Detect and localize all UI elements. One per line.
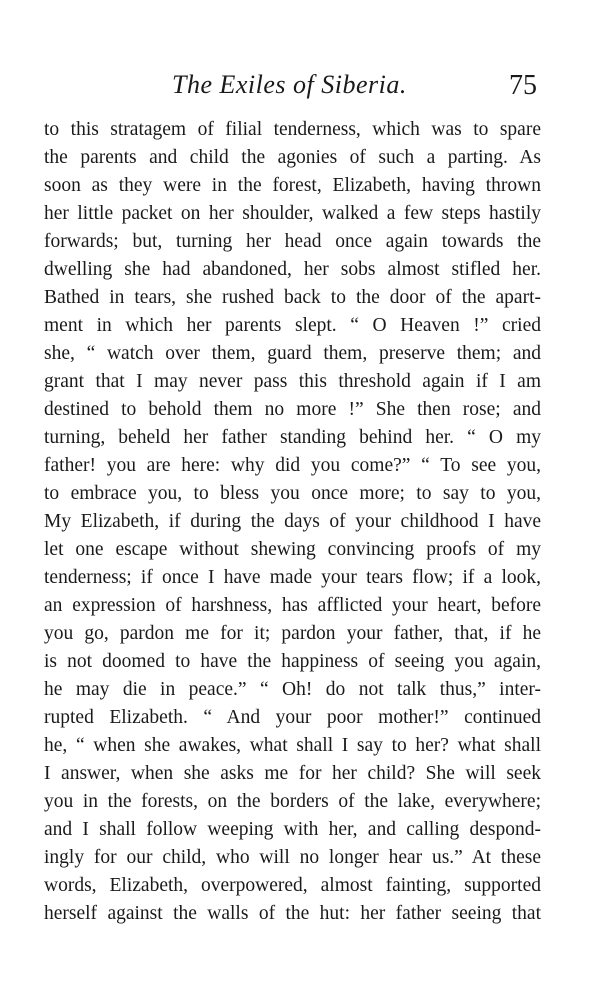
running-header: [44, 70, 541, 110]
text-line: he, “ when she awakes, what shall I say to her? what shall: [44, 735, 541, 756]
running-title: The Exiles of Siberia.: [172, 70, 407, 99]
text-line: ingly for our child, who will no longer hear us.” At these: [44, 847, 541, 868]
text-line: she, “ watch over them, guard them, preserve them; and: [44, 343, 541, 364]
text-line: rupted Elizabeth. “ And your poor mother!” continued: [44, 707, 541, 728]
text-line: her little packet on her shoulder, walked a few steps hastily: [44, 203, 541, 224]
text-line: tenderness; if once I have made your tears flow; if a look,: [44, 567, 541, 588]
text-line: father! you are here: why did you come?” “ To see you,: [44, 455, 541, 476]
text-line: Bathed in tears, she rushed back to the door of the apart-: [44, 287, 541, 308]
text-line: grant that I may never pass this threshold again if I am: [44, 371, 541, 392]
text-line: ment in which her parents slept. “ O Heaven !” cried: [44, 315, 541, 336]
text-line: to embrace you, to bless you once more; to say to you,: [44, 483, 541, 504]
text-line: destined to behold them no more !” She then rose; and: [44, 399, 541, 420]
text-line: let one escape without shewing convincing proofs of my: [44, 539, 541, 560]
text-line: you in the forests, on the borders of the lake, everywhere;: [44, 791, 541, 812]
text-line: an expression of harshness, has afflicted your heart, before: [44, 595, 541, 616]
text-line: My Elizabeth, if during the days of your childhood I have: [44, 511, 541, 532]
text-line: to this stratagem of filial tenderness, which was to spare: [44, 119, 541, 140]
text-line: and I shall follow weeping with her, and calling despond-: [44, 819, 541, 840]
text-line: soon as they were in the forest, Elizabeth, having thrown: [44, 175, 541, 196]
text-line: dwelling she had abandoned, her sobs almost stifled her.: [44, 259, 541, 280]
text-line: forwards; but, turning her head once again towards the: [44, 231, 541, 252]
text-line: herself against the walls of the hut: her father seeing that: [44, 903, 541, 924]
text-line: turning, beheld her father standing behind her. “ O my: [44, 427, 541, 448]
page-number: 75: [509, 70, 537, 101]
text-line: the parents and child the agonies of such a parting. As: [44, 147, 541, 168]
text-line: I answer, when she asks me for her child? She will seek: [44, 763, 541, 784]
body-text: [44, 116, 541, 928]
text-line: is not doomed to have the happiness of seeing you again,: [44, 651, 541, 672]
text-line: he may die in peace.” “ Oh! do not talk thus,” inter-: [44, 679, 541, 700]
text-line: you go, pardon me for it; pardon your father, that, if he: [44, 623, 541, 644]
text-line: words, Elizabeth, overpowered, almost fainting, supported: [44, 875, 541, 896]
